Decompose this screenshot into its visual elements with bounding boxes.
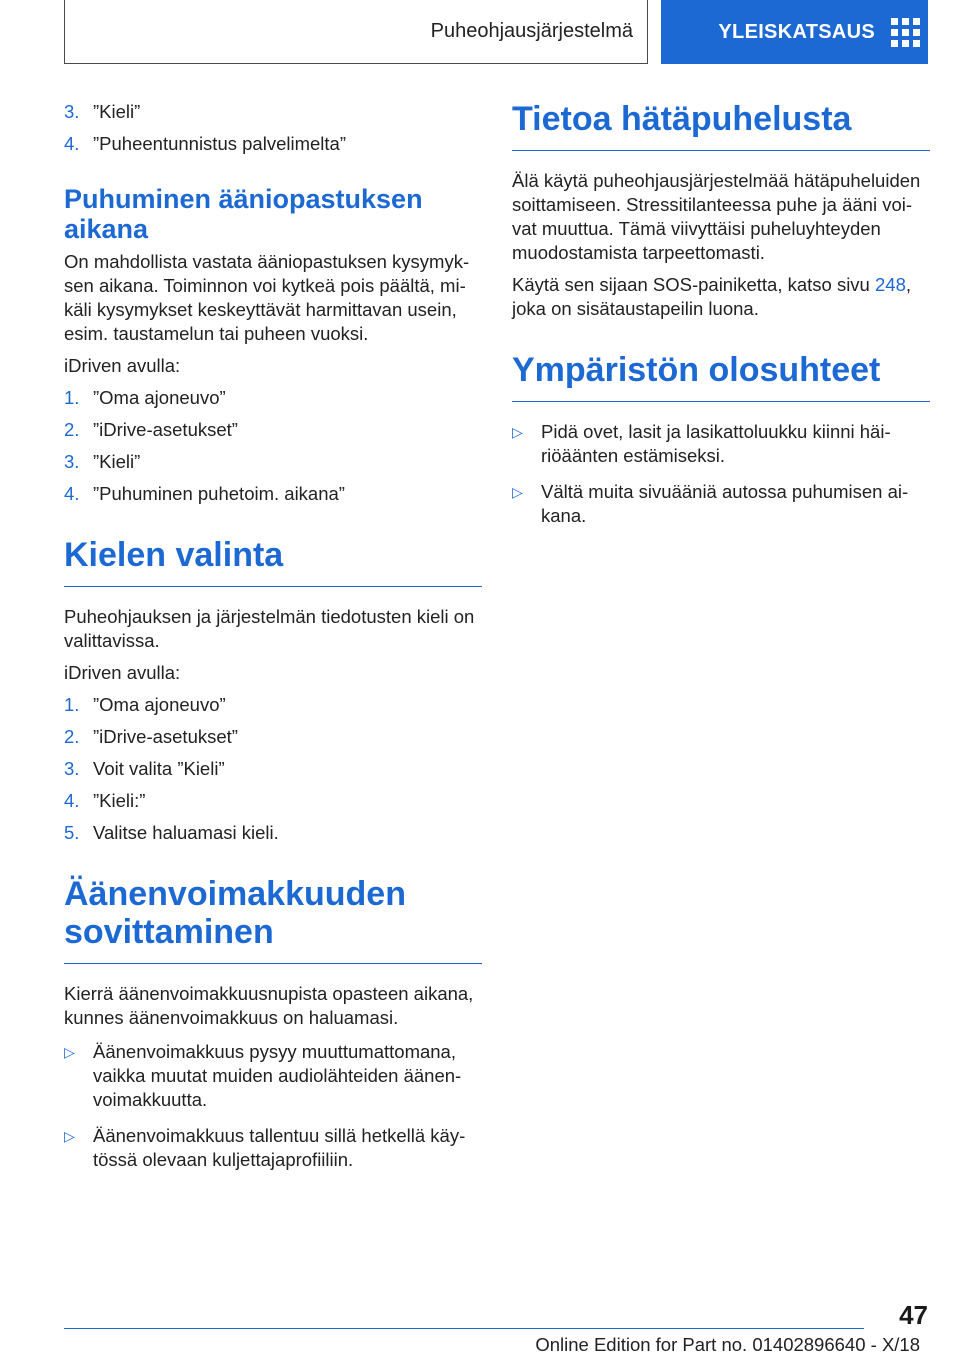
list-item: 3. Voit valita ”Kieli” bbox=[64, 758, 225, 779]
triangle-bullet-icon: ▷ bbox=[64, 1128, 75, 1144]
page-link[interactable]: 248 bbox=[875, 274, 906, 295]
overview-tab[interactable] bbox=[661, 0, 928, 64]
section-heading: Äänenvoimakkuuden sovittaminen bbox=[64, 875, 482, 964]
paragraph: Käytä sen sijaan SOS-painiketta, katso sivu 248, joka on sisätaustapeilin luona. bbox=[512, 274, 912, 319]
section-heading: Ympäristön olosuhteet bbox=[512, 351, 930, 402]
list-item: 5. Valitse haluamasi kieli. bbox=[64, 822, 279, 843]
triangle-bullet-icon: ▷ bbox=[512, 484, 523, 500]
step-list bbox=[64, 386, 482, 506]
list-item: ▷ Äänenvoimakkuus pysyy muuttumattomana, vaikka muutat muiden audiolähteiden äänenvoimakkuutta. bbox=[64, 1041, 462, 1110]
list-item: 1. ”Oma ajoneuvo” bbox=[64, 694, 226, 715]
right-column bbox=[512, 100, 930, 540]
list-item: ▷ Pidä ovet, lasit ja lasikattoluukku kiinni häiriöäänten estämiseksi. bbox=[512, 421, 891, 466]
list-item: 2. ”iDrive-asetukset” bbox=[64, 726, 238, 747]
footer-divider bbox=[64, 1328, 864, 1329]
list-item: ▷ Äänenvoimakkuus tallentuu sillä hetkellä käytössä olevaan kuljettajaprofiiliin. bbox=[64, 1125, 466, 1170]
paragraph: iDriven avulla: bbox=[64, 662, 181, 683]
grid-icon bbox=[891, 18, 920, 47]
step-list bbox=[64, 693, 482, 845]
list-item: 4. ”Kieli:” bbox=[64, 790, 146, 811]
left-column bbox=[64, 100, 482, 1184]
top-step-list bbox=[64, 100, 482, 156]
list-item: 2. ”iDrive-asetukset” bbox=[64, 419, 238, 440]
list-item: 4. ”Puheentunnistus palvelimelta” bbox=[64, 133, 346, 154]
list-item: 1. ”Oma ajoneuvo” bbox=[64, 387, 226, 408]
page-header bbox=[64, 0, 928, 66]
triangle-bullet-icon: ▷ bbox=[512, 424, 523, 440]
section-title: Puheohjausjärjestelmä bbox=[64, 0, 648, 64]
triangle-bullet-icon: ▷ bbox=[64, 1044, 75, 1060]
list-item: 4. ”Puhuminen puhetoim. aikana” bbox=[64, 483, 345, 504]
paragraph: Kierrä äänenvoimakkuusnupista opasteen aikana, kunnes äänenvoimakkuus on haluamasi. bbox=[64, 983, 474, 1028]
list-item: ▷ Vältä muita sivuääniä autossa puhumisen aikana. bbox=[512, 481, 909, 526]
section-heading: Puhuminen ääniopastuksen aikana bbox=[64, 184, 423, 244]
list-item: 3. ”Kieli” bbox=[64, 451, 141, 472]
edition-note: Online Edition for Part no. 01402896640 - X/18 bbox=[535, 1334, 920, 1355]
overview-tab-label: YLEISKATSAUS bbox=[718, 20, 875, 43]
section-heading: Tietoa hätäpuhelusta bbox=[512, 100, 930, 151]
paragraph: On mahdollista vastata ääniopastuksen kysymyksen aikana. Toiminnon voi kytkeä pois päältä, mikäli kysymykset keskeyttävät harmittavan usein, esim. taustamelun tai puheen vuoksi. bbox=[64, 251, 470, 344]
paragraph: Puheohjauksen ja järjestelmän tiedotusten kieli on valittavissa. bbox=[64, 606, 475, 651]
section-heading: Kielen valinta bbox=[64, 536, 482, 587]
bullet-list bbox=[512, 420, 930, 528]
paragraph: Älä käytä puheohjausjärjestelmää hätäpuheluiden soittamiseen. Stressitilanteessa puhe ja ääni voivat muuttua. Tämä viivyttäisi puheluyhteyden muodostamista tarpeettomasti. bbox=[512, 170, 921, 263]
list-item: 3. ”Kieli” bbox=[64, 101, 141, 122]
bullet-list bbox=[64, 1040, 482, 1172]
paragraph: iDriven avulla: bbox=[64, 355, 181, 376]
page-number: 47 bbox=[899, 1300, 928, 1330]
